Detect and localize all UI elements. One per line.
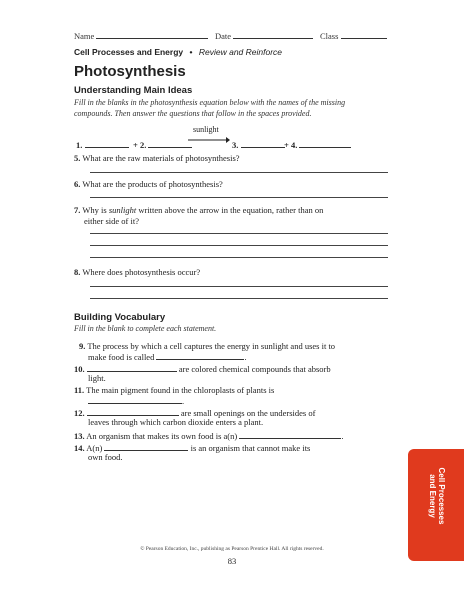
equation-blank-1 bbox=[76, 139, 129, 151]
question-10 bbox=[74, 363, 331, 375]
chapter-name: Cell Processes and Energy bbox=[74, 47, 184, 57]
q5-number: 5. bbox=[74, 153, 81, 163]
q10-text-1: are colored chemical compounds that absorb bbox=[178, 364, 331, 374]
side-tab-label bbox=[426, 446, 446, 546]
q11-blank[interactable] bbox=[88, 395, 185, 406]
q14-blank[interactable] bbox=[104, 442, 188, 451]
q14-number: 14. bbox=[74, 443, 85, 453]
sunlight-label: sunlight bbox=[193, 125, 219, 134]
q13-text-1: An organism that makes its own food is a(n) bbox=[86, 431, 238, 441]
q8-answer-line-2[interactable] bbox=[90, 298, 388, 299]
name-blank[interactable] bbox=[96, 30, 208, 39]
q12-number: 12. bbox=[74, 408, 85, 418]
date-label: Date bbox=[215, 31, 232, 41]
q5-answer-line[interactable] bbox=[90, 172, 388, 173]
date-blank[interactable] bbox=[233, 30, 313, 39]
eq-line-2[interactable] bbox=[148, 139, 192, 148]
q10-text-2: light. bbox=[88, 373, 106, 383]
q7-answer-line-2[interactable] bbox=[90, 245, 388, 246]
question-8 bbox=[74, 267, 200, 278]
q12-blank[interactable] bbox=[87, 407, 179, 416]
eq-num-1: 1. bbox=[76, 140, 83, 150]
eq-num-2: + 2. bbox=[133, 140, 147, 150]
q13-end: . bbox=[341, 431, 344, 441]
eq-line-4[interactable] bbox=[299, 139, 351, 148]
q12-text-1: are small openings on the undersides of bbox=[180, 408, 316, 418]
vocab-instructions: Fill in the blank to complete each statement. bbox=[74, 324, 217, 333]
class-blank[interactable] bbox=[341, 30, 387, 39]
reaction-arrow bbox=[186, 136, 230, 144]
question-13 bbox=[74, 430, 343, 442]
q14-text-1: A(n) bbox=[86, 443, 103, 453]
q12-text-2: leaves through which carbon dioxide enters a plant. bbox=[88, 417, 264, 427]
q9-text-1: The process by which a cell captures the energy in sunlight and uses it to bbox=[87, 341, 336, 351]
q7-answer-line-1[interactable] bbox=[90, 233, 388, 234]
side-tab-line-2: and Energy bbox=[428, 474, 437, 518]
q8-number: 8. bbox=[74, 267, 81, 277]
equation-blank-3 bbox=[232, 139, 285, 151]
q7-text-post: written above the arrow in the equation, rather than on bbox=[138, 205, 324, 215]
q8-answer-line-1[interactable] bbox=[90, 286, 388, 287]
main-ideas-instructions: Fill in the blanks in the photosynthesis equation below with the names of the missing compounds. Then answer the questions that follow in the spaces provided. bbox=[74, 98, 346, 118]
eq-line-1[interactable] bbox=[85, 139, 129, 148]
q14-text-2: own food. bbox=[88, 452, 123, 462]
equation-blank-4 bbox=[284, 139, 351, 151]
q6-number: 6. bbox=[74, 179, 81, 189]
name-label: Name bbox=[74, 31, 95, 41]
q11-text-1: The main pigment found in the chloroplasts of plants is bbox=[86, 385, 275, 395]
q9-number: 9. bbox=[79, 341, 86, 351]
date-field bbox=[215, 30, 313, 41]
q7-text-line2: either side of it? bbox=[84, 216, 139, 226]
class-field bbox=[320, 30, 387, 41]
equation-blank-2 bbox=[133, 139, 192, 151]
name-field bbox=[74, 30, 208, 41]
q13-blank[interactable] bbox=[239, 430, 344, 441]
q9-line2 bbox=[88, 351, 247, 363]
copyright-notice: © Pearson Education, Inc., publishing as Pearson Prentice Hall. All rights reserved. bbox=[140, 546, 324, 552]
eq-num-3: 3. bbox=[232, 140, 239, 150]
section-name: Review and Reinforce bbox=[198, 47, 283, 57]
q13-number: 13. bbox=[74, 431, 85, 441]
q9-text-2: make food is called bbox=[88, 352, 155, 362]
q11-end: . bbox=[182, 396, 185, 406]
q7-text-pre: Why is bbox=[82, 205, 107, 215]
q6-text: What are the products of photosynthesis? bbox=[82, 179, 223, 189]
q14-text-1b: is an organism that cannot make its bbox=[190, 443, 311, 453]
question-9 bbox=[79, 341, 379, 352]
page-number: 83 bbox=[227, 556, 237, 566]
question-11 bbox=[74, 385, 274, 396]
bullet: • bbox=[189, 47, 193, 57]
eq-line-3[interactable] bbox=[241, 139, 285, 148]
q9-blank[interactable] bbox=[156, 351, 247, 362]
page-title: Photosynthesis bbox=[74, 63, 186, 80]
q7-text-emphasis: sunlight bbox=[108, 205, 137, 215]
main-ideas-heading: Understanding Main Ideas bbox=[74, 85, 193, 96]
class-label: Class bbox=[320, 31, 339, 41]
q11-line2 bbox=[88, 395, 184, 407]
question-6 bbox=[74, 179, 223, 190]
q9-end: . bbox=[244, 352, 247, 362]
q10-blank[interactable] bbox=[87, 363, 177, 372]
q7-answer-line-3[interactable] bbox=[90, 257, 388, 258]
eq-num-4: + 4. bbox=[284, 140, 298, 150]
q10-number: 10. bbox=[74, 364, 85, 374]
side-tab-line-1: Cell Processes bbox=[437, 467, 446, 525]
q11-number: 11. bbox=[74, 385, 85, 395]
vocab-heading: Building Vocabulary bbox=[74, 312, 166, 323]
q8-text: Where does photosynthesis occur? bbox=[82, 267, 201, 277]
question-7 bbox=[74, 205, 394, 216]
q6-answer-line[interactable] bbox=[90, 197, 388, 198]
question-5 bbox=[74, 153, 240, 164]
worksheet-subtitle bbox=[74, 47, 282, 57]
q5-text: What are the raw materials of photosynthesis? bbox=[82, 153, 240, 163]
q7-number: 7. bbox=[74, 205, 81, 215]
